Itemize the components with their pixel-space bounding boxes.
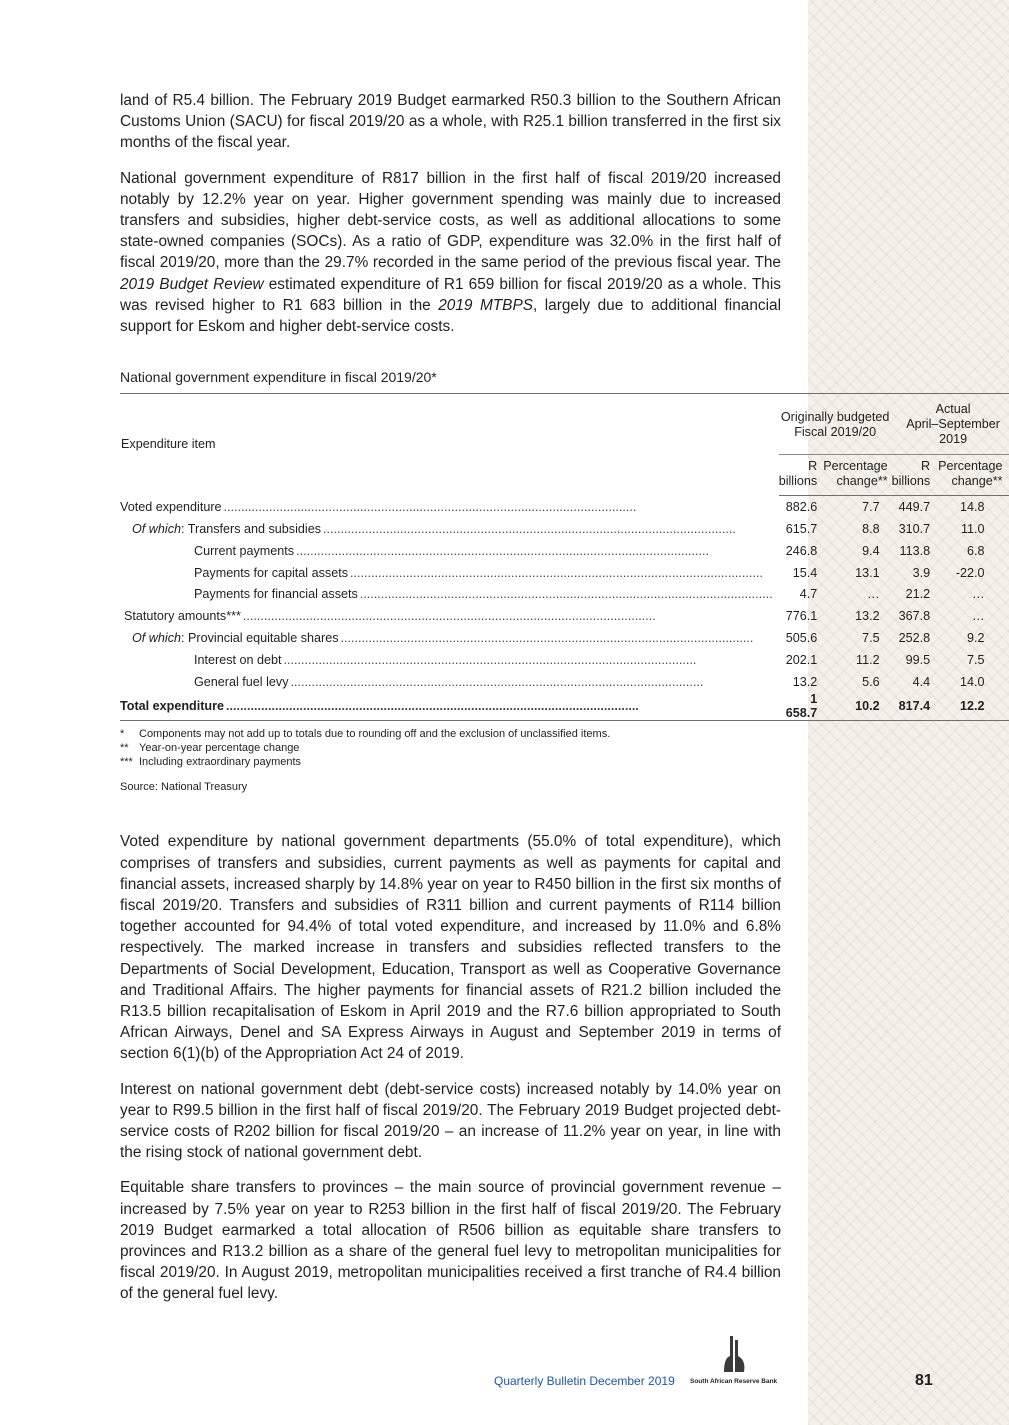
row-label-text: Voted expenditure bbox=[120, 499, 222, 514]
note-text: Year-on-year percentage change bbox=[139, 742, 300, 755]
paragraph-voted-expenditure: Voted expenditure by national government departments (55.0% of total expenditure), which comprises of transfers and subsidies, current payments as well as payments for capital and financial assets, increased sharply by 14.8% year on year to R450 billion in the first six months of fiscal 2019/20. Transfers and subsidies of R311 billion and current payments of R114 billion together accounted for 94.4% of total voted expenditure, and increased by 11.0% and 6.8% respectively. The marked increase in transfers and subsidies reflected transfers to the Departments of Social Development, Education, Transport as well as Cooperative Governance and Traditional Affairs. The higher payments for financial assets of R21.2 billion included the R13.5 billion recapitalisation of Eskom in April 2019 and the R7.6 billion appropriated to South African Airways, Denel and SA Express Airways in August and September 2019 in terms of section 6(1)(b) of the Appropriation Act 24 of 2019. bbox=[120, 833, 781, 1063]
text-run: , largely due to additional financial support for Eskom and higher debt-service costs. bbox=[120, 296, 781, 336]
row-label-text: : Transfers and subsidies bbox=[181, 521, 322, 536]
row-label-cell bbox=[120, 671, 779, 693]
leader-dots bbox=[296, 544, 773, 558]
table-notes bbox=[120, 727, 781, 769]
subheader-percentage-change bbox=[938, 455, 1009, 496]
leader-dots bbox=[224, 500, 773, 514]
row-label bbox=[194, 675, 289, 689]
table-note bbox=[120, 755, 781, 769]
note-text: Including extraordinary payments bbox=[139, 756, 302, 769]
row-label-text: Total expenditure bbox=[120, 699, 225, 714]
row-label-cell bbox=[120, 583, 779, 605]
subheader-r-billions: R billions bbox=[779, 455, 824, 496]
table-note bbox=[120, 727, 781, 741]
table-row bbox=[120, 692, 1009, 721]
table-cell: 6.8 bbox=[967, 543, 985, 558]
table-row bbox=[120, 627, 1009, 649]
table-row bbox=[120, 649, 1009, 671]
table-cell: 367.8 bbox=[898, 609, 931, 624]
row-label bbox=[194, 587, 358, 601]
table-cell: 15.4 bbox=[792, 565, 818, 580]
header-line: Actual bbox=[935, 402, 971, 417]
row-label-cell bbox=[120, 649, 779, 671]
subheader-text: Percentage change** bbox=[823, 459, 888, 489]
table-row bbox=[120, 518, 1009, 540]
row-label bbox=[194, 544, 294, 558]
row-label-text: Payments for capital assets bbox=[194, 565, 348, 580]
leader-dots bbox=[341, 631, 773, 645]
table-cell: 449.7 bbox=[898, 500, 931, 515]
row-label-prefix: Of which bbox=[132, 630, 181, 645]
table-cell: 202.1 bbox=[785, 652, 818, 667]
table-cell: 9.4 bbox=[862, 543, 880, 558]
table-cell: 14.0 bbox=[960, 674, 985, 689]
italic-title-budget-review: 2019 Budget Review bbox=[120, 275, 264, 293]
table-cell: 11.2 bbox=[856, 652, 880, 667]
table-cell: 13.2 bbox=[855, 609, 880, 624]
table-cell: 11.0 bbox=[960, 521, 985, 536]
table-title: National government expenditure in fiscal 2019/20* bbox=[120, 369, 437, 386]
leader-dots bbox=[360, 587, 773, 601]
table-cell: 7.7 bbox=[862, 500, 880, 515]
note-mark: * bbox=[120, 728, 125, 741]
leader-dots bbox=[243, 609, 773, 623]
table-cell: … bbox=[971, 609, 985, 624]
table-cell: 12.2 bbox=[960, 699, 985, 714]
header-originally-budgeted bbox=[779, 394, 892, 455]
page-number: 81 bbox=[915, 1372, 933, 1389]
subheader-r-billions: R billions bbox=[892, 455, 939, 496]
table-cell: 817.4 bbox=[898, 699, 931, 714]
row-label-cell bbox=[120, 562, 779, 584]
row-label-cell bbox=[120, 496, 779, 518]
row-label bbox=[132, 522, 321, 536]
table-cell: -22.0 bbox=[955, 565, 985, 580]
table-cell: 505.6 bbox=[785, 630, 818, 645]
table-cell: 4.7 bbox=[799, 587, 818, 602]
row-label bbox=[194, 653, 282, 667]
table-row bbox=[120, 562, 1009, 584]
table-note bbox=[120, 741, 781, 755]
leader-dots bbox=[291, 675, 773, 689]
header-actual bbox=[892, 394, 1009, 455]
table-cell: 615.7 bbox=[785, 521, 818, 536]
row-label-text: Payments for financial assets bbox=[194, 587, 358, 602]
note-mark: *** bbox=[120, 756, 133, 769]
table-cell: 113.8 bbox=[899, 543, 931, 558]
row-label-text: Interest on debt bbox=[194, 652, 282, 667]
table-cell: 13.2 bbox=[792, 674, 818, 689]
table-cell: 14.8 bbox=[960, 500, 985, 515]
row-label bbox=[124, 609, 241, 623]
leader-dots bbox=[350, 566, 773, 580]
table-row bbox=[120, 583, 1009, 605]
table-cell: 882.6 bbox=[785, 500, 818, 515]
table-body bbox=[120, 496, 1009, 721]
footer-publication: Quarterly Bulletin December 2019 bbox=[494, 1374, 675, 1388]
row-label bbox=[120, 500, 222, 514]
leader-dots bbox=[323, 522, 773, 536]
italic-title-mtbps: 2019 MTBPS bbox=[438, 296, 533, 314]
table-source: Source: National Treasury bbox=[120, 781, 248, 794]
table-cell: 776.1 bbox=[785, 609, 818, 624]
bank-name: South African Reserve Bank bbox=[690, 1378, 778, 1385]
table-cell: 21.2 bbox=[905, 587, 931, 602]
table-cell: 7.5 bbox=[967, 652, 985, 667]
table-row bbox=[120, 496, 1009, 518]
row-label-cell bbox=[120, 540, 779, 562]
table-cell: 9.2 bbox=[967, 630, 985, 645]
row-label bbox=[120, 699, 224, 713]
text-run: National government expenditure of R817 billion in the first half of fiscal 2019/20 increased notably by 12.2% year on year. Higher government spending was mainly due to increased transfers and subsidies, higher debt-service costs, as well as additional allocations to some state-owned companies (SOCs). As a ratio of GDP, expenditure was 32.0% in the first half of fiscal 2019/20, more than the 29.7% recorded in the same period of the previous fiscal year. The bbox=[120, 169, 781, 272]
row-label-text: Current payments bbox=[194, 543, 295, 558]
note-mark: ** bbox=[120, 742, 129, 755]
page-content bbox=[120, 90, 1003, 1319]
table-cell: 1 658.7 bbox=[785, 692, 818, 721]
row-label bbox=[132, 631, 339, 645]
table-cell: 7.5 bbox=[862, 630, 880, 645]
table-cell: 252.8 bbox=[898, 630, 931, 645]
table-cell: 310.7 bbox=[898, 521, 931, 536]
row-label-cell bbox=[120, 627, 779, 649]
table-cell: 8.8 bbox=[862, 521, 880, 536]
table-cell: 13.1 bbox=[855, 565, 880, 580]
subheader-text: Percentage change** bbox=[938, 459, 1003, 489]
row-label-cell bbox=[120, 692, 779, 721]
leader-dots bbox=[226, 699, 773, 713]
row-label bbox=[194, 566, 348, 580]
paragraph-equitable-share: Equitable share transfers to provinces – the main source of provincial government revenue – increased by 7.5% year on year to R253 billion in the first half of fiscal 2019/20. The February 2019 Budget earmarked a total allocation of R506 billion as equitable share transfers to provinces and R13.2 billion as a share of the general fuel levy to metropolitan municipalities for fiscal 2019/20. In August 2019, metropolitan municipalities received a first tranche of R4.4 billion of the general fuel levy. bbox=[120, 1179, 781, 1303]
table-row bbox=[120, 671, 1009, 693]
table-cell: … bbox=[971, 587, 985, 602]
header-line: Originally budgeted bbox=[780, 409, 890, 424]
table-cell: 4.4 bbox=[912, 674, 931, 689]
table-cell: 3.9 bbox=[912, 565, 931, 580]
header-line: Fiscal 2019/20 bbox=[794, 424, 877, 439]
table-cell: 246.8 bbox=[785, 543, 818, 558]
table-row bbox=[120, 540, 1009, 562]
subheader-percentage-change bbox=[823, 455, 891, 496]
table-cell: 10.2 bbox=[855, 699, 880, 714]
table-cell: 5.6 bbox=[862, 674, 880, 689]
note-text: Components may not add up to totals due to rounding off and the exclusion of unclassified items. bbox=[139, 728, 611, 741]
paragraph-interest-on-debt: Interest on national government debt (debt-service costs) increased notably by 14.0% year on year to R99.5 billion in the first half of fiscal 2019/20. The February 2019 Budget projected debt-service costs of R202 billion for fiscal 2019/20 – an increase of 11.2% year on year, in line with the rising stock of national government debt. bbox=[120, 1080, 781, 1162]
table-cell: 99.5 bbox=[905, 652, 931, 667]
header-expenditure-item: Expenditure item bbox=[121, 437, 216, 452]
leader-dots bbox=[284, 653, 773, 667]
header-line: April–September 2019 bbox=[906, 417, 1000, 447]
row-label-text: : Provincial equitable shares bbox=[181, 630, 339, 645]
row-label-cell bbox=[120, 605, 779, 627]
row-label-cell bbox=[120, 518, 779, 540]
row-label-text: Statutory amounts*** bbox=[124, 609, 241, 624]
table-row bbox=[120, 605, 1009, 627]
expenditure-table bbox=[120, 393, 1009, 721]
row-label-text: General fuel levy bbox=[194, 674, 289, 689]
paragraph-national-expenditure bbox=[120, 168, 781, 338]
text-run: estimated expenditure of R1 659 billion for fiscal 2019/20 as a whole. This was revised higher to R1 683 billion in the bbox=[120, 275, 781, 314]
table-cell: … bbox=[867, 587, 880, 602]
paragraph-sacu: land of R5.4 billion. The February 2019 Budget earmarked R50.3 billion to the Southern African Customs Union (SACU) for fiscal 2019/20 as a whole, with R25.1 billion transferred in the first six months of the fiscal year. bbox=[120, 92, 781, 152]
row-label-prefix: Of which bbox=[132, 521, 181, 536]
